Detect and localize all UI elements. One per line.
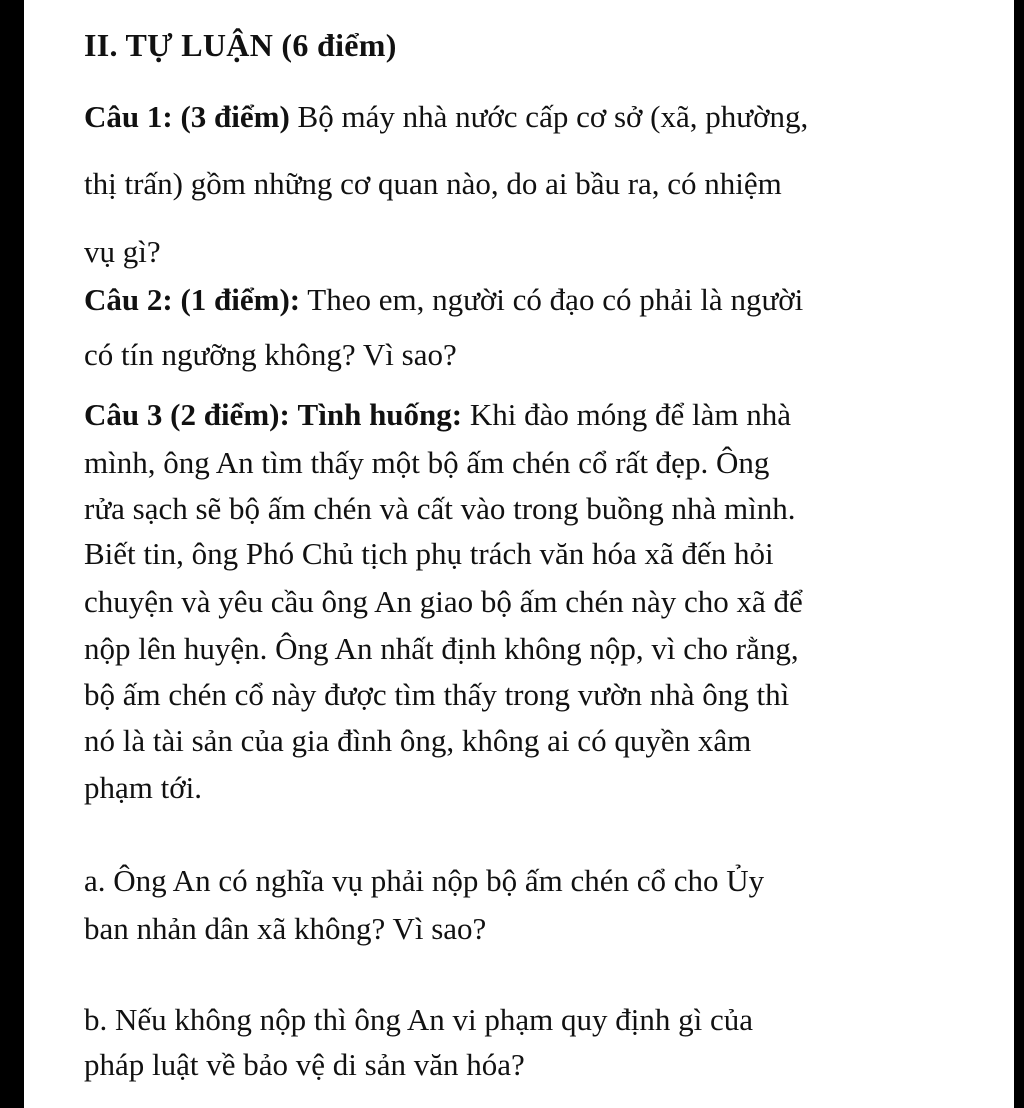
- question-3-label: Câu 3 (2 điểm):: [84, 397, 290, 432]
- situation-label: Tình huống:: [297, 397, 463, 432]
- question-3-line: phạm tới.: [84, 770, 202, 805]
- question-3-text: Khi đào móng để làm nhà: [462, 397, 792, 432]
- question-2-text: Theo em, người có đạo có phải là người: [300, 282, 804, 317]
- question-1-line-2: thị trấn) gồm những cơ quan nào, do ai bầu ra, có nhiệm: [84, 166, 782, 201]
- part-b-line-2: pháp luật về bảo vệ di sản văn hóa?: [84, 1047, 525, 1082]
- left-black-border: [0, 0, 24, 1108]
- question-3-line: rửa sạch sẽ bộ ấm chén và cất vào trong buồng nhà mình.: [84, 491, 796, 526]
- part-a-line-2: ban nhản dân xã không? Vì sao?: [84, 911, 487, 946]
- question-3-line: Biết tin, ông Phó Chủ tịch phụ trách văn hóa xã đến hỏi: [84, 536, 774, 571]
- question-3-line: chuyện và yêu cầu ông An giao bộ ấm chén này cho xã để: [84, 584, 803, 619]
- question-3-line: mình, ông An tìm thấy một bộ ấm chén cổ rất đẹp. Ông: [84, 445, 770, 480]
- question-2-label: Câu 2: (1 điểm):: [84, 282, 301, 317]
- question-3-line: nó là tài sản của gia đình ông, không ai có quyền xâm: [84, 723, 752, 758]
- section-title: II. TỰ LUẬN (6 điểm): [84, 27, 397, 63]
- question-3-line-1: [84, 396, 791, 434]
- question-1-line-1: [84, 98, 808, 136]
- part-a-line-1: a. Ông An có nghĩa vụ phải nộp bộ ấm chén cổ cho Ủy: [84, 863, 765, 898]
- question-3-line: bộ ấm chén cổ này được tìm thấy trong vườn nhà ông thì: [84, 677, 790, 712]
- question-3-line: nộp lên huyện. Ông An nhất định không nộp, vì cho rằng,: [84, 631, 799, 666]
- question-1-line-3: vụ gì?: [84, 234, 161, 269]
- question-1-label: Câu 1: (3 điểm): [84, 99, 290, 134]
- question-2-line-2: có tín ngưỡng không? Vì sao?: [84, 337, 457, 372]
- question-1-text: Bộ máy nhà nước cấp cơ sở (xã, phường,: [289, 99, 809, 134]
- right-black-border: [1014, 0, 1024, 1108]
- question-2-line-1: [84, 281, 803, 319]
- part-b-line-1: b. Nếu không nộp thì ông An vi phạm quy định gì của: [84, 1002, 754, 1037]
